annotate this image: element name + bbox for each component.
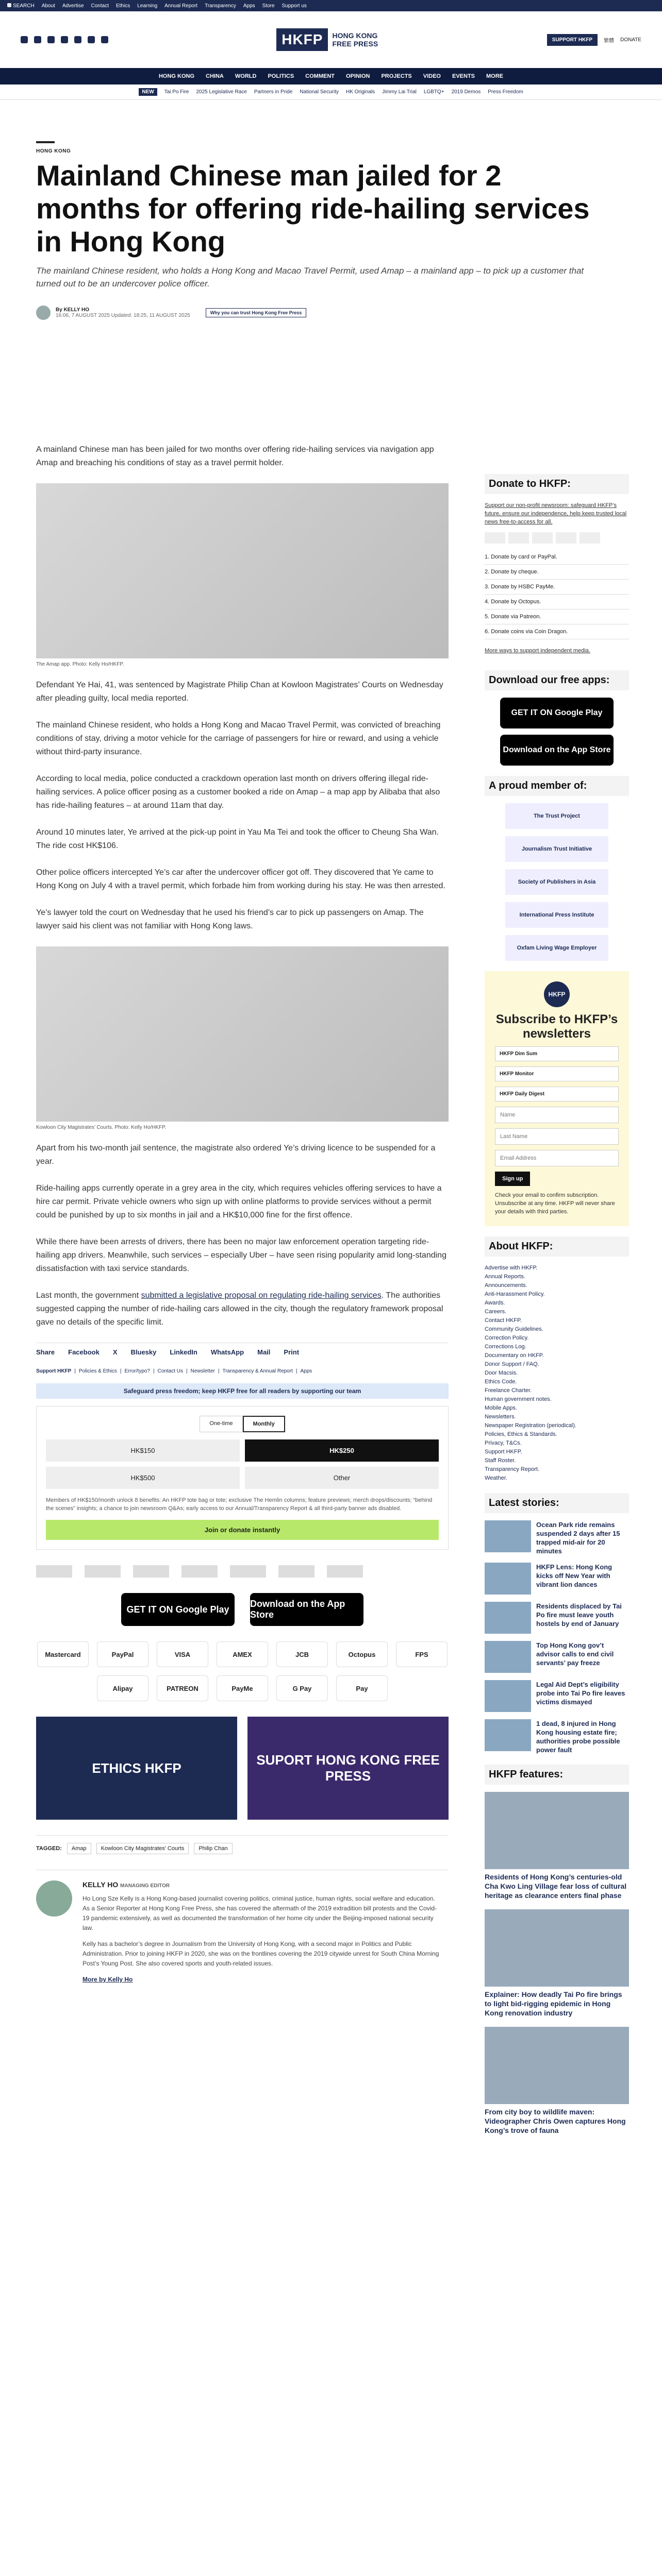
about-link[interactable]: Donor Support / FAQ. — [485, 1361, 539, 1367]
trending-item[interactable]: 2019 Demos — [451, 89, 481, 95]
email-field[interactable]: Email Address — [495, 1150, 619, 1166]
payment-logo[interactable]: VISA — [157, 1641, 208, 1667]
member-logo[interactable]: Journalism Trust Initiative — [505, 836, 608, 862]
donate-option[interactable]: 2. Donate by cheque. — [485, 565, 629, 580]
share-label: Share — [36, 1348, 55, 1356]
about-link[interactable]: Documentary on HKFP. — [485, 1352, 544, 1359]
ethics-banner[interactable]: ETHICS HKFP — [36, 1717, 237, 1820]
partner-logo[interactable] — [85, 1565, 121, 1578]
top-utility-bar — [0, 0, 662, 11]
article-dek: The mainland Chinese resident, who holds a Hong Kong and Macao Travel Permit, used Amap – a mainland app – to pick up a customer that turned out to be an undercover police officer. — [36, 266, 584, 289]
donate-link[interactable]: DONATE — [620, 37, 641, 43]
share-facebook[interactable]: Facebook — [68, 1348, 100, 1356]
author-name[interactable]: By KELLY HO — [56, 307, 90, 313]
footer-link[interactable]: Support HKFP — [36, 1368, 72, 1374]
card-icon — [580, 532, 600, 544]
proposal-link[interactable]: submitted a legislative proposal on regulating ride-hailing services — [141, 1291, 382, 1300]
footer-link[interactable]: Error/typo? — [124, 1368, 150, 1374]
latest-stories — [485, 1520, 629, 1754]
newsletter-option[interactable]: HKFP Dim Sum — [495, 1046, 619, 1061]
about-link[interactable]: Corrections Log. — [485, 1344, 526, 1350]
about-link[interactable]: Advertise with HKFP. — [485, 1265, 538, 1271]
newsletter-option[interactable]: HKFP Daily Digest — [495, 1087, 619, 1101]
search-icon — [7, 3, 11, 7]
support-banner[interactable]: SUPORT HONG KONG FREE PRESS — [247, 1717, 449, 1820]
trust-link[interactable]: Why you can trust Hong Kong Free Press — [206, 308, 307, 317]
facebook-icon[interactable] — [34, 36, 41, 43]
paragraph: Other police officers intercepted Ye’s car after the undercover officer got off. They discovered that Ye came to Hong Kong on July 4 with a travel permit, which forbade him from working during his stay. He was then arrested. — [36, 868, 445, 890]
about-link[interactable]: Correction Policy. — [485, 1335, 529, 1341]
share-bar — [36, 1343, 449, 1361]
top-link[interactable]: Store — [262, 3, 275, 9]
paragraph: According to local media, police conducted a crackdown operation last month on drivers offering illegal ride-hailing services. A police officer posing as a customer booked a ride on Amap – a map app by Alibaba that also has ride-hailing features – at around 11am that day. — [36, 774, 440, 810]
paragraph: Last month, the government submitted a legislative proposal on regulating ride-hailing services. The authorities suggested capping the number of ride-hailing cars allowed in the city, though the regulatory framework proposal gave no details of the specific limit. — [36, 1291, 443, 1327]
sidebar-app-badges — [485, 698, 629, 766]
article-title: Mainland Chinese man jailed for 2 months for offering ride-hailing services in Hong Kong — [36, 159, 590, 258]
author-photo — [36, 1880, 72, 1917]
member-heading: A proud member of: — [485, 776, 629, 796]
article-footer-links: Support HKFP | Policies & Ethics | Error/typo? | Contact Us | Newsletter | Transparency & Annual Report | Apps — [36, 1368, 312, 1374]
trending-item[interactable]: Partners in Pride — [254, 89, 293, 95]
bio-paragraph: Kelly has a bachelor’s degree in Journalism from the University of Hong Kong, with a second major in Politics and Public Administration. Prior to joining HKFP in 2020, she was on the frontlines covering the 2019 citywide unrest for South China Morning Post’s Young Post. She also covered sports and youth-related issues. — [82, 1940, 439, 1967]
about-link[interactable]: Community Guidelines. — [485, 1326, 543, 1332]
story-title[interactable]: Top Hong Kong gov’t advisor calls to end civil servants’ pay freeze — [536, 1641, 614, 1667]
story-title[interactable]: Legal Aid Dept’s eligibility probe into Tai Po fire leaves victims dismayed — [536, 1681, 625, 1706]
footer-link[interactable]: Policies & Ethics — [78, 1368, 117, 1374]
top-link[interactable]: Learning — [137, 3, 158, 9]
x-icon[interactable] — [21, 36, 28, 43]
header-rule — [36, 141, 55, 143]
tab-one-time[interactable]: One-time — [200, 1416, 242, 1432]
about-heading: About HKFP: — [485, 1236, 629, 1257]
top-link[interactable]: Apps — [243, 3, 255, 9]
latest-story[interactable] — [485, 1719, 629, 1754]
payment-logo[interactable]: Mastercard — [37, 1641, 89, 1667]
newsletter-option[interactable]: HKFP Monitor — [495, 1066, 619, 1081]
amount-option[interactable]: HK$250 — [245, 1439, 439, 1462]
trending-label: NEW — [139, 88, 157, 96]
bio-role: MANAGING EDITOR — [120, 1883, 170, 1889]
member-logo[interactable]: Oxfam Living Wage Employer — [505, 935, 608, 961]
footer-link[interactable]: Newsletter — [190, 1368, 215, 1374]
tag[interactable]: Amap — [67, 1843, 91, 1854]
feature-title[interactable]: Explainer: How deadly Tai Po fire brings to light bid-rigging epidemic in Hong Kong renovation industry — [485, 1990, 622, 2017]
top-link[interactable]: Support us — [282, 3, 307, 9]
donate-button[interactable]: Join or donate instantly — [46, 1520, 439, 1540]
nav-item[interactable]: EVENTS — [452, 73, 475, 79]
latest-story[interactable] — [485, 1602, 629, 1634]
member-logo[interactable]: The Trust Project — [505, 803, 608, 829]
donation-widget — [36, 1406, 449, 1550]
share-linkedin[interactable]: LinkedIn — [170, 1348, 197, 1356]
features-heading: HKFP features: — [485, 1765, 629, 1785]
promo-banners — [36, 1717, 449, 1820]
about-link[interactable]: Policies, Ethics & Standards. — [485, 1431, 557, 1437]
member-logo[interactable]: Society of Publishers in Asia — [505, 869, 608, 895]
share-print[interactable]: Print — [284, 1348, 300, 1356]
story-thumbnail — [485, 1602, 531, 1634]
nav-item[interactable]: OPINION — [346, 73, 370, 79]
paragraph: Apart from his two-month jail sentence, the magistrate also ordered Ye’s driving licence to be suspended for a year. — [36, 1144, 436, 1166]
trending-item[interactable]: Press Freedom — [488, 89, 523, 95]
footer-link[interactable]: Apps — [300, 1368, 312, 1374]
social-links — [21, 36, 108, 43]
feature-image[interactable] — [485, 2027, 629, 2104]
app-store-badge[interactable]: Download on the App Store — [500, 735, 614, 766]
trending-bar — [0, 84, 662, 100]
frequency-toggle — [46, 1416, 439, 1432]
about-link[interactable]: Weather. — [485, 1475, 507, 1481]
section-label[interactable]: HONG KONG — [36, 148, 71, 154]
about-link[interactable]: Annual Reports. — [485, 1274, 525, 1280]
nav-item[interactable]: POLITICS — [268, 73, 294, 79]
about-link[interactable]: Ethics Code. — [485, 1379, 517, 1385]
logo-mark: HKFP — [276, 28, 328, 51]
instagram-icon[interactable] — [47, 36, 55, 43]
amount-options — [46, 1439, 439, 1489]
article-header — [0, 141, 662, 320]
sidebar-payment-icons — [485, 532, 629, 544]
bio-paragraph: Ho Long Sze Kelly is a Hong Kong-based journalist covering politics, criminal justice, human rights, social welfare and education. As a Senior Reporter at Hong Kong Free Press, she has covered the aftermath of the 2019 extradition bill protests and the Covid-19 pandemic extensively, as well as documented the transformation of her home city under the Beijing-imposed national security law. — [82, 1895, 437, 1931]
tags-label: TAGGED: — [36, 1845, 62, 1852]
google-play-badge[interactable]: GET IT ON Google Play — [500, 698, 614, 728]
tag[interactable]: Kowloon City Magistrates' Courts — [96, 1843, 189, 1854]
amount-option[interactable]: Other — [245, 1467, 439, 1489]
nav-item[interactable]: MORE — [486, 73, 503, 79]
membership-logos — [485, 803, 629, 961]
about-link[interactable]: Awards. — [485, 1300, 505, 1306]
top-link[interactable]: Transparency — [205, 3, 236, 9]
language-link[interactable]: 繁體 — [604, 38, 615, 44]
bio-name[interactable]: KELLY HO — [82, 1880, 119, 1889]
story-thumbnail — [485, 1520, 531, 1552]
top-link[interactable]: Advertise — [62, 3, 84, 9]
nav-item[interactable]: PROJECTS — [381, 73, 412, 79]
signup-button[interactable]: Sign up — [495, 1172, 530, 1186]
feature-image[interactable] — [485, 1792, 629, 1869]
feature-image[interactable] — [485, 1909, 629, 1987]
paragraph: Around 10 minutes later, Ye arrived at the pick-up point in Yau Ma Tei and took the officer to Cheung Sha Wan. The ride cost HK$106. — [36, 828, 439, 850]
article-photo — [36, 946, 449, 1122]
latest-heading: Latest stories: — [485, 1493, 629, 1513]
about-link[interactable]: Freelance Charter. — [485, 1387, 532, 1394]
article-tags — [36, 1835, 449, 1854]
photo-caption: Kowloon City Magistrates’ Courts. Photo: Kelly Ho/HKFP. — [36, 1125, 167, 1130]
partner-logo[interactable] — [327, 1565, 363, 1578]
trending-item[interactable]: Jimmy Lai Trial — [382, 89, 417, 95]
about-link[interactable]: Human government notes. — [485, 1396, 552, 1402]
payment-logo[interactable]: PATREON — [157, 1675, 208, 1701]
top-link[interactable]: Ethics — [115, 3, 130, 9]
about-link[interactable]: Privacy, T&Cs. — [485, 1440, 522, 1446]
apps-heading: Download our free apps: — [485, 670, 629, 690]
footer-link[interactable]: Contact Us — [157, 1368, 184, 1374]
article-body — [36, 443, 449, 1984]
publish-date: 16:06, 7 AUGUST 2025 Updated: 18:25, 11 AUGUST 2025 — [56, 313, 190, 318]
card-icon — [556, 532, 576, 544]
donate-heading: Donate to HKFP: — [485, 474, 629, 494]
about-link[interactable]: Mobile Apps. — [485, 1405, 517, 1411]
partner-logo[interactable] — [278, 1565, 315, 1578]
donate-option[interactable]: 6. Donate coins via Coin Dragon. — [485, 624, 629, 639]
top-link[interactable]: Annual Report — [164, 3, 198, 9]
payment-logo[interactable]: PayMe — [217, 1675, 268, 1701]
top-link[interactable]: About — [41, 3, 55, 9]
partner-logo[interactable] — [230, 1565, 266, 1578]
share-mail[interactable]: Mail — [257, 1348, 271, 1356]
tag[interactable]: Philip Chan — [194, 1843, 232, 1854]
more-by-author-link[interactable]: More by Kelly Ho — [82, 1976, 133, 1983]
partner-logo[interactable] — [36, 1565, 72, 1578]
story-thumbnail — [485, 1680, 531, 1712]
photo-caption: The Amap app. Photo: Kelly Ho/HKFP. — [36, 662, 124, 667]
latest-story[interactable] — [485, 1563, 629, 1595]
support-button[interactable]: SUPPORT HKFP — [547, 34, 598, 46]
author-bio — [36, 1870, 449, 1984]
latest-story[interactable] — [485, 1641, 629, 1673]
member-logo[interactable]: International Press Institute — [505, 902, 608, 928]
masthead — [0, 11, 662, 68]
trending-item[interactable]: HK Originals — [345, 89, 375, 95]
amount-option[interactable]: HK$150 — [46, 1439, 240, 1462]
threads-icon[interactable] — [61, 36, 68, 43]
search-link[interactable]: SEARCH — [7, 3, 35, 9]
about-link[interactable]: Careers. — [485, 1309, 507, 1315]
app-store-badge[interactable]: Download on the App Store — [250, 1593, 363, 1626]
about-link[interactable]: Anti-Harassment Policy. — [485, 1291, 545, 1297]
card-icon — [485, 532, 505, 544]
about-link[interactable]: Newspaper Registration (periodical). — [485, 1422, 576, 1429]
story-title[interactable]: 1 dead, 8 injured in Hong Kong housing estate fire; authorities probe possible power fault — [536, 1720, 620, 1754]
card-icon — [508, 532, 529, 544]
latest-story[interactable] — [485, 1680, 629, 1712]
masthead-actions — [547, 34, 641, 46]
donate-options — [485, 550, 629, 639]
last-name-field[interactable]: Last Name — [495, 1128, 619, 1145]
nav-item[interactable]: VIDEO — [423, 73, 441, 79]
story-thumbnail — [485, 1719, 531, 1751]
about-link[interactable]: Support HKFP. — [485, 1449, 522, 1455]
member-benefits: Members of HK$150/month unlock 8 benefits: An HKFP tote bag or tote; exclusive The Hemlin columns; feature previews; merch drops/discounts; “behind the scenes” insights; a chance to join newsroom Q&As; early access to our Annual/Transparency Report & all third-party banner ads disabled. — [46, 1497, 433, 1512]
trending-item[interactable]: LGBTQ+ — [423, 89, 444, 95]
about-link[interactable]: Newsletters. — [485, 1414, 516, 1420]
card-icon — [532, 532, 553, 544]
story-title[interactable]: HKFP Lens: Hong Kong kicks off New Year with vibrant lion dances — [536, 1563, 613, 1588]
paragraph: Ride-hailing apps currently operate in a grey area in the city, which requires vehicles offering services to have a hire car permit. Private vehicle owners who sign up with online platforms to provide services without a permit could be punished by up to six months in jail and a HK$10,000 fine for the first offence. — [36, 1184, 442, 1219]
top-link[interactable]: Contact — [91, 3, 109, 9]
tab-monthly[interactable]: Monthly — [243, 1416, 285, 1432]
feature-title[interactable]: Residents of Hong Kong’s centuries-old Cha Kwo Ling Village fear loss of cultural heritage as clearance enters final phase — [485, 1873, 627, 1900]
share-whatsapp[interactable]: WhatsApp — [210, 1348, 244, 1356]
story-thumbnail — [485, 1563, 531, 1595]
donate-option[interactable]: 4. Donate by Octopus. — [485, 595, 629, 609]
story-title[interactable]: Ocean Park ride remains suspended 2 days after 15 trapped mid-air for 20 minutes — [536, 1521, 620, 1555]
payment-logo[interactable]: PayPal — [97, 1641, 148, 1667]
amount-option[interactable]: HK$500 — [46, 1467, 240, 1489]
paragraph: Ye’s lawyer told the court on Wednesday that he used his friend’s car to pick up passengers on Amap. The lawyer said his client was not familiar with Hong Kong laws. — [36, 908, 424, 930]
story-thumbnail — [485, 1641, 531, 1673]
newsletter-heading: Subscribe to HKFP’s newsletters — [495, 1012, 618, 1041]
payment-logo[interactable]: FPS — [396, 1641, 448, 1667]
payment-logo[interactable]: Octopus — [336, 1641, 388, 1667]
donate-option[interactable]: 1. Donate by card or PayPal. — [485, 550, 629, 565]
byline — [36, 306, 626, 320]
share-bluesky[interactable]: Bluesky — [130, 1348, 157, 1356]
article-photo — [36, 483, 449, 658]
payment-logo[interactable]: Alipay — [97, 1675, 148, 1701]
partner-logos — [36, 1565, 449, 1578]
author-avatar — [36, 306, 51, 320]
payment-logo[interactable]: AMEX — [217, 1641, 268, 1667]
feature-stories — [485, 1792, 629, 2135]
youtube-icon[interactable] — [74, 36, 81, 43]
about-links — [485, 1264, 629, 1483]
hkfp-badge: HKFP — [544, 981, 570, 1007]
donate-option[interactable]: 3. Donate by HSBC PayMe. — [485, 580, 629, 595]
share-x[interactable]: X — [112, 1348, 118, 1356]
support-promo[interactable]: Safeguard press freedom; keep HKFP free for all readers by supporting our team — [36, 1383, 449, 1399]
logo-name: HONG KONG FREE PRESS — [332, 31, 378, 48]
app-store-badges — [36, 1593, 449, 1626]
nav-item[interactable]: HONG KONG — [158, 73, 195, 79]
trending-item[interactable]: Tai Po Fire — [164, 89, 189, 95]
payment-logo[interactable]: G Pay — [276, 1675, 328, 1701]
sidebar — [485, 474, 629, 2144]
payment-methods — [36, 1641, 449, 1701]
payment-logo[interactable]: JCB — [276, 1641, 328, 1667]
payment-logo[interactable]: Pay — [336, 1675, 388, 1701]
name-field[interactable]: Name — [495, 1107, 619, 1123]
signup-note: Check your email to confirm subscription. Unsubscribe at any time. HKFP will never share your details with third parties. — [495, 1192, 615, 1215]
latest-story[interactable] — [485, 1520, 629, 1555]
partner-logo[interactable] — [181, 1565, 218, 1578]
paragraph: The mainland Chinese resident, who holds a Hong Kong and Macao Travel Permit, was convicted of breaching conditions of stay, driving a motor vehicle for the carriage of passengers for hire or reward, and using a vehicle without third-party insurance. — [36, 721, 441, 756]
email-icon[interactable] — [101, 36, 108, 43]
google-play-badge[interactable]: GET IT ON Google Play — [121, 1593, 235, 1626]
paragraph: Defendant Ye Hai, 41, was sentenced by Magistrate Philip Chan at Kowloon Magistrates’ Courts on Wednesday after pleading guilty, local media reported. — [36, 681, 443, 703]
paragraph: A mainland Chinese man has been jailed for two months over offering ride-hailing services via navigation app Amap and breaching his conditions of stay as a travel permit holder. — [36, 445, 434, 467]
story-title[interactable]: Residents displaced by Tai Po fire must leave youth hostels by end of January — [536, 1602, 622, 1628]
feature-title[interactable]: From city boy to wildlife maven: Videographer Chris Owen captures Hong Kong’s trove of fauna — [485, 2108, 626, 2134]
trending-item[interactable]: National Security — [300, 89, 339, 95]
trending-item[interactable]: 2025 Legislative Race — [196, 89, 247, 95]
newsletter-signup — [485, 971, 629, 1226]
nav-item[interactable]: COMMENT — [305, 73, 335, 79]
nav-item[interactable]: WORLD — [235, 73, 257, 79]
main-nav — [0, 68, 662, 84]
partner-logo[interactable] — [133, 1565, 169, 1578]
footer-link[interactable]: Transparency & Annual Report — [222, 1368, 293, 1374]
about-link[interactable]: Door Macsis. — [485, 1370, 518, 1376]
about-link[interactable]: Staff Roster. — [485, 1458, 516, 1464]
donate-blurb[interactable]: Support our non-profit newsroom: safeguard HKFP’s future, ensure our independence, help keep trusted local news free-to-access for all. — [485, 502, 627, 525]
donate-option[interactable]: 5. Donate via Patreon. — [485, 609, 629, 624]
about-link[interactable]: Announcements. — [485, 1282, 527, 1289]
nav-item[interactable]: CHINA — [206, 73, 224, 79]
more-ways-link[interactable]: More ways to support independent media. — [485, 648, 590, 654]
paragraph: While there have been arrests of drivers, there has been no major law enforcement operation targeting ride-hailing app drivers. Meanwhile, such services – especially Uber – have seen rising popularity amid long-standing dissatisfaction with taxi service standards. — [36, 1238, 446, 1273]
bluesky-icon[interactable] — [88, 36, 95, 43]
about-link[interactable]: Transparency Report. — [485, 1466, 539, 1472]
about-link[interactable]: Contact HKFP. — [485, 1317, 522, 1324]
site-logo[interactable] — [276, 28, 378, 51]
